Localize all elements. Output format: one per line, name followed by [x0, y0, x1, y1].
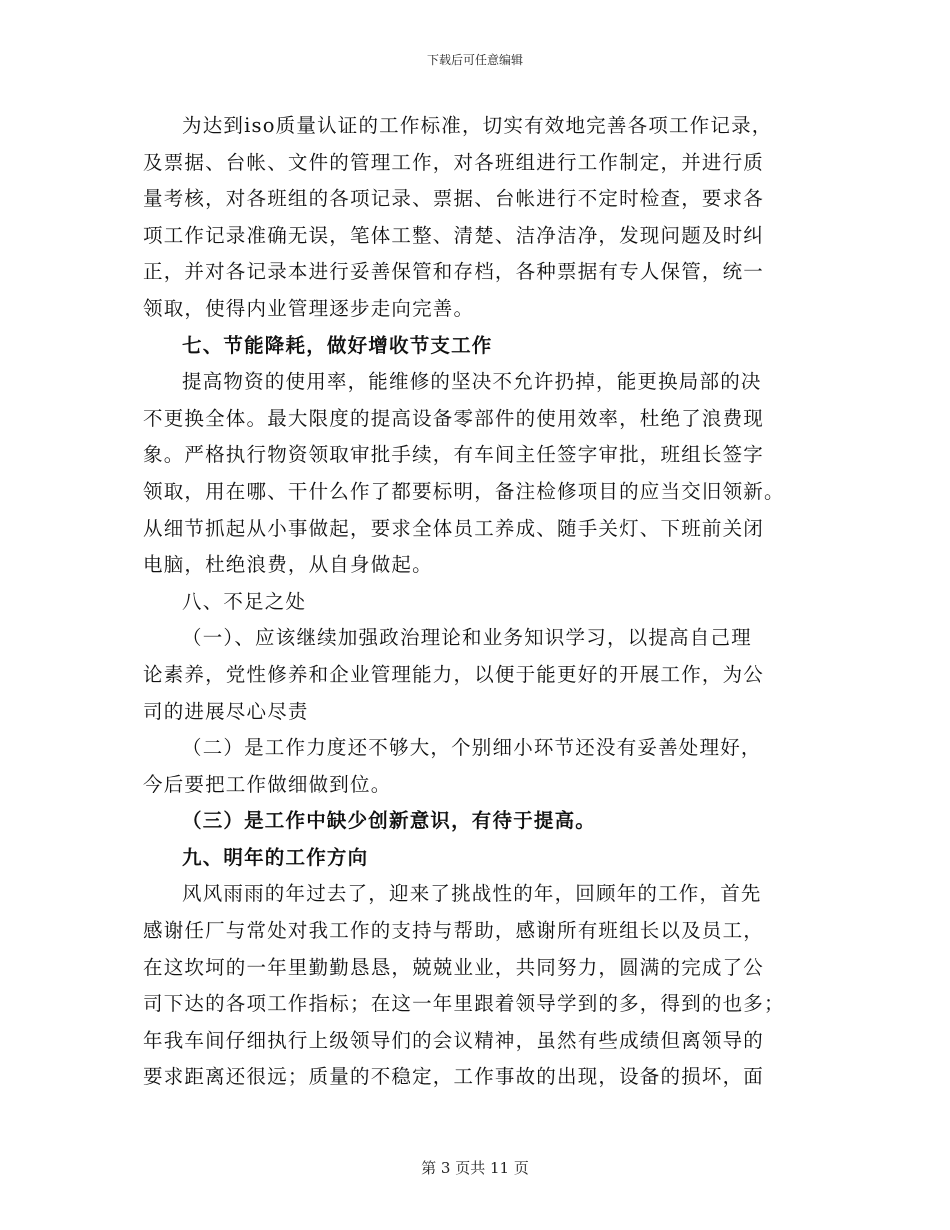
section-heading-7: 七、节能降耗，做好增收节支工作	[182, 333, 493, 357]
text-line: 不更换全体。最大限度的提高设备零部件的使用效率，杜绝了浪费现	[143, 406, 765, 430]
text-line: 在这坎坷的一年里勤勤恳恳，兢兢业业，共同努力，圆满的完成了公	[143, 955, 765, 979]
text-line: 论素养，党性修养和企业管理能力，以便于能更好的开展工作，为公	[143, 662, 765, 686]
text-line: 要求距离还很远；质量的不稳定，工作事故的出现，设备的损坏，面	[143, 1065, 765, 1089]
text-line: 司下达的各项工作指标；在这一年里跟着领导学到的多，得到的也多；	[143, 992, 785, 1016]
shortcoming-1-paragraph	[143, 620, 808, 730]
text-line: 提高物资的使用率，能维修的坚决不允许扔掉，能更换局部的决	[182, 370, 762, 394]
text-line: 为达到iso质量认证的工作标准，切实有效地完善各项工作记录，	[182, 114, 773, 137]
shortcoming-3-paragraph: （三）是工作中缺少创新意识，有待于提高。	[182, 809, 597, 833]
section-heading-9: 九、明年的工作方向	[182, 845, 369, 869]
page-header-note: 下载后可任意编辑	[426, 53, 523, 67]
quality-paragraph	[143, 108, 808, 328]
text-line: 及票据、台帐、文件的管理工作，对各班组进行工作制定，并进行质	[143, 150, 765, 174]
text-line: 电脑，杜绝浪费，从自身做起。	[143, 553, 433, 577]
text-line: 量考核，对各班组的各项记录、票据、台帐进行不定时检查，要求各	[143, 187, 765, 211]
text-line: 象。严格执行物资领取审批手续，有车间主任签字审批，班组长签字	[143, 443, 765, 467]
text-line: 风风雨雨的年过去了，迎来了挑战性的年，回顾年的工作，首先	[182, 882, 762, 906]
shortcoming-2-paragraph	[143, 730, 808, 803]
text-line: 今后要把工作做细做到位。	[143, 772, 392, 796]
text-line: 年我车间仔细执行上级领导们的会议精神，虽然有些成绩但离领导的	[143, 1028, 765, 1052]
text-line: 司的进展尽心尽责	[143, 699, 309, 723]
text-line: 项工作记录准确无误，笔体工整、清楚、洁净洁净，发现问题及时纠	[143, 223, 765, 247]
direction-paragraph	[143, 876, 808, 1096]
text-line: （一）、应该继续加强政治理论和业务知识学习，以提高自己理	[182, 626, 752, 650]
saving-paragraph	[143, 364, 808, 584]
text-line: 从细节抓起从小事做起，要求全体员工养成、随手关灯、下班前关闭	[143, 516, 765, 540]
text-line: 感谢任厂与常处对我工作的支持与帮助，感谢所有班组长以及员工，	[143, 919, 765, 943]
text-line: （二）是工作力度还不够大，个别细小环节还没有妥善处理好，	[182, 736, 762, 760]
text-line: 领取，使得内业管理逐步走向完善。	[143, 296, 475, 320]
section-heading-8: 八、不足之处	[182, 589, 307, 613]
text-line: 领取，用在哪、干什么作了都要标明，备注检修项目的应当交旧领新。	[143, 479, 785, 503]
text-line: 正，并对各记录本进行妥善保管和存档，各种票据有专人保管，统一	[143, 260, 765, 284]
page-number-footer: 第 3 页共 11 页	[421, 1159, 529, 1177]
document-body	[143, 108, 808, 1096]
